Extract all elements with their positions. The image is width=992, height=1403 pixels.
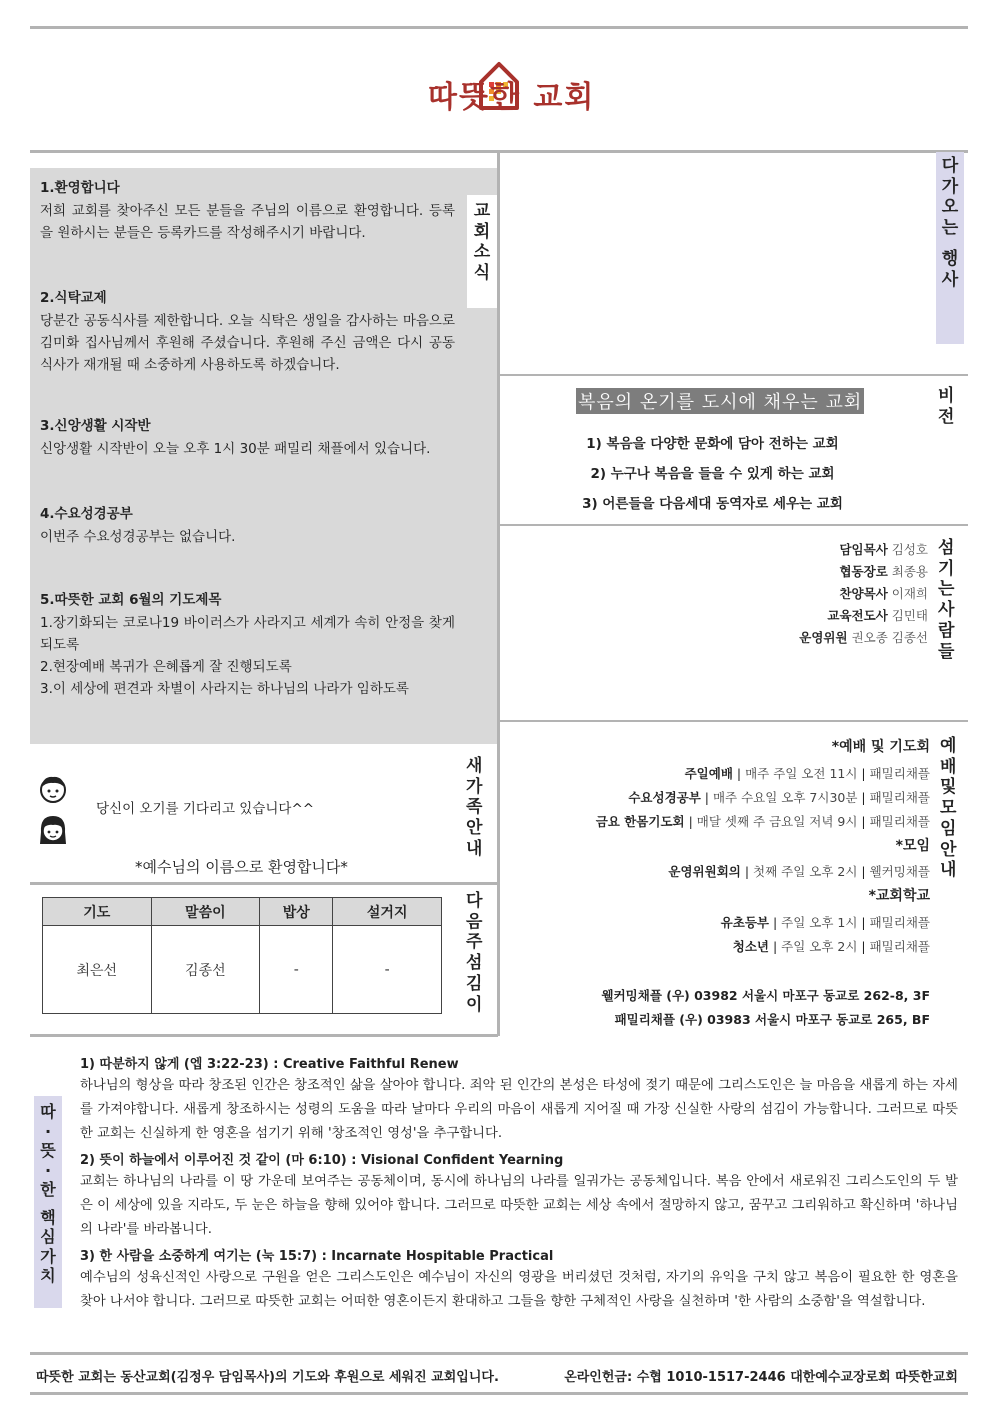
label-char: 사 — [938, 600, 955, 621]
label-char: · — [44, 1121, 52, 1141]
prayer-line: 2.현장예배 복귀가 은혜롭게 잘 진행되도록 — [40, 659, 292, 675]
table-header: 밥상 — [260, 898, 333, 926]
staff-role: 운영위원 — [799, 630, 848, 645]
worship-item: 수요성경공부 | 매주 수요일 오후 7시30분 | 패밀리채플 — [628, 790, 930, 805]
news-body: 이번주 수요성경공부는 없습니다. — [40, 529, 236, 545]
core-values-label — [34, 1096, 62, 1308]
page-title: 따뜻한 교회 — [428, 80, 596, 115]
label-char: 행 — [941, 248, 959, 269]
staff-member — [839, 562, 928, 580]
label-char: 한 — [40, 1180, 56, 1200]
staff-member — [839, 584, 928, 602]
worship-name: 운영위원회의 — [668, 864, 741, 879]
worship-section-title: *모임 — [895, 838, 930, 854]
staff-member — [827, 606, 928, 624]
staff-label — [938, 538, 954, 662]
label-char: 안 — [940, 839, 957, 860]
table-cell: 김종선 — [151, 926, 260, 1014]
label-char: 뜻 — [40, 1141, 56, 1161]
worship-place: 패밀리채플 — [869, 814, 930, 829]
news-item — [40, 502, 455, 548]
label-char: 예 — [940, 736, 957, 756]
left-bottom-rule — [30, 1034, 498, 1037]
worship-time: 첫째 주일 오후 2시 — [753, 864, 858, 879]
core-value-body: 예수님의 성육신적인 사랑으로 구원을 얻은 그리스도인은 예수님이 자신의 영광을 버리셨던 것처럼, 자기의 유익을 구치 않고 복음이 필요한 한 영혼을 찾아 나서야 합니다. 그러므로 따뜻한 교회는 어떠한 영혼이든지 환대하고 그들을 향한 구체적인 사랑을 실천하며 '한 사람의 소중함'을 역설합니다. — [80, 1270, 958, 1309]
news-label — [467, 195, 497, 308]
news-body: 당분간 공동식사를 제한합니다. 오늘 식탁은 생일을 감사하는 마음으로 김미화 집사님께서 후원해 주셨습니다. 후원해 주신 금액은 다시 공동식사가 재개될 때 소중하게 사용하도록 하겠습니다. — [40, 313, 455, 373]
worship-name: 금요 한몸기도회 — [595, 814, 685, 829]
worship-item: 금요 한몸기도회 | 매달 셋째 주 금요일 저녁 9시 | 패밀리채플 — [595, 814, 930, 829]
label-char: 가 — [941, 176, 959, 197]
label-char: 기 — [938, 558, 955, 579]
news-heading: 1.환영합니다 — [40, 180, 120, 196]
table-header: 설거지 — [333, 898, 442, 926]
label-char: 식 — [473, 263, 491, 284]
boy-face-icon — [38, 772, 68, 806]
label-char: 핵 — [40, 1207, 56, 1227]
worship-item: 주일예배 | 매주 주일 오전 11시 | 패밀리채플 — [684, 766, 930, 781]
vision-line: 2) 누구나 복음을 들을 수 있게 하는 교회 — [590, 466, 835, 482]
staff-role: 협동장로 — [839, 564, 888, 579]
label-char: 섬 — [938, 538, 955, 558]
label-char: 가 — [466, 776, 483, 797]
label-char: · — [44, 1160, 52, 1180]
table-cell: - — [333, 926, 442, 1014]
vision-label — [938, 386, 954, 427]
label-char: 심 — [40, 1227, 56, 1247]
label-char: 음 — [466, 911, 483, 932]
table-cell: - — [260, 926, 333, 1014]
core-value-body: 교회는 하나님의 나라를 이 땅 가운데 보여주는 공동체이며, 동시에 하나님의 나라를 일궈가는 공동체입니다. 복음 안에서 새로워진 그리스도인의 두 발은 이 세상에 있을 지라도, 두 눈은 하늘을 향해 있어야 합니다. 그러므로 따뜻한 교회는 세상 속에서 절망하지 않고, 꿈꾸고 그리워하고 확신하며 '하나님의 나라'를 바라봅니다. — [80, 1174, 958, 1237]
staff-member — [799, 628, 928, 646]
address-line: 패밀리채플 (우) 03983 서울시 마포구 동교로 265, BF — [614, 1012, 930, 1027]
column-divider — [497, 152, 500, 1036]
label-char: 따 — [40, 1102, 56, 1121]
worship-time: 매주 수요일 오후 7시30분 — [712, 790, 858, 805]
news-heading: 4.수요성경공부 — [40, 506, 133, 522]
staff-name: 최종용 — [891, 564, 928, 579]
news-item — [40, 176, 455, 244]
next-week-table — [42, 897, 442, 1014]
worship-name: 청소년 — [732, 939, 769, 954]
worship-name: 수요성경공부 — [628, 790, 701, 805]
news-item — [40, 588, 455, 700]
label-char: 임 — [940, 818, 957, 839]
worship-label — [940, 736, 956, 881]
label-char: 전 — [938, 406, 955, 427]
family-welcome: *예수님의 이름으로 환영합니다* — [135, 858, 348, 876]
news-body: 저희 교회를 찾아주신 모든 분들을 주님의 이름으로 환영합니다. 등록을 원하시는 분들은 등록카드를 작성해주시기 바랍니다. — [40, 203, 455, 241]
label-char: 안 — [466, 818, 483, 839]
footer-offering: 온라인헌금: 수협 1010-1517-2446 대한예수교장로회 따뜻한교회 — [564, 1370, 958, 1385]
staff-name: 김민태 — [891, 608, 928, 623]
table-header: 기도 — [43, 898, 152, 926]
label-char: 배 — [940, 756, 957, 777]
label-char: 는 — [938, 579, 955, 600]
worship-item: 유초등부 | 주일 오후 1시 | 패밀리채플 — [720, 915, 930, 930]
label-char: 이 — [466, 994, 483, 1015]
core-value-heading: 2) 뜻이 하늘에서 이루어진 것 같이 (마 6:10) : Visional Confident Yearning — [80, 1153, 564, 1168]
label-char: 주 — [466, 932, 483, 953]
family-rule — [30, 882, 498, 885]
upcoming-events-label — [936, 152, 964, 344]
label-char: 오 — [941, 197, 959, 218]
worship-section-title: *예배 및 기도회 — [831, 739, 930, 755]
table-cell: 최은선 — [43, 926, 152, 1014]
label-char: 족 — [466, 797, 483, 818]
vision-rule — [500, 374, 968, 376]
table-header-row — [43, 898, 442, 926]
vision-title: 복음의 온기를 도시에 채우는 교회 — [576, 388, 864, 414]
address-line: 웰커밍채플 (우) 03982 서울시 마포구 동교로 262-8, 3F — [601, 988, 930, 1003]
staff-name: 이재희 — [891, 586, 928, 601]
worship-section-title: *교회학교 — [868, 888, 930, 904]
news-panel — [30, 168, 497, 744]
label-char: 교 — [473, 201, 491, 221]
staff-name: 김성호 — [891, 542, 928, 557]
worship-time: 주일 오후 1시 — [781, 915, 858, 930]
label-char: 사 — [941, 269, 959, 290]
worship-name: 유초등부 — [720, 915, 769, 930]
worship-rule — [500, 720, 968, 722]
next-week-label — [466, 891, 482, 1015]
label-char: 회 — [473, 221, 491, 242]
core-value-heading: 3) 한 사람을 소중하게 여기는 (눅 15:7) : Incarnate Hospitable Practical — [80, 1249, 554, 1264]
vision-line: 1) 복음을 다양한 문화에 담아 전하는 교회 — [586, 436, 839, 452]
label-char: 치 — [40, 1266, 56, 1286]
label-char: 다 — [941, 156, 959, 176]
new-family-label — [466, 756, 482, 860]
worship-place: 패밀리채플 — [869, 915, 930, 930]
table-header: 말씀이 — [151, 898, 260, 926]
label-char: 비 — [938, 386, 955, 406]
top-rule — [30, 26, 968, 29]
worship-place: 패밀리채플 — [869, 766, 930, 781]
family-message: 당신이 오기를 기다리고 있습니다^^ — [96, 801, 315, 817]
prayer-line: 3.이 세상에 편견과 차별이 사라지는 하나님의 나라가 임하도록 — [40, 681, 409, 697]
staff-rule — [500, 524, 968, 526]
label-char: 는 — [941, 218, 959, 239]
label-char: 및 — [940, 777, 957, 798]
worship-place: 웰커밍채플 — [869, 864, 930, 879]
footer-sponsor: 따뜻한 교회는 동산교회(김정우 담임목사)의 기도와 후원으로 세워진 교회입니다. — [36, 1370, 499, 1385]
staff-member — [839, 540, 928, 558]
worship-place: 패밀리채플 — [869, 790, 930, 805]
news-heading: 2.식탁교제 — [40, 290, 107, 306]
news-heading: 3.신앙생활 시작반 — [40, 418, 151, 434]
label-char: 김 — [466, 973, 483, 994]
worship-place: 패밀리채플 — [869, 939, 930, 954]
news-item — [40, 286, 455, 376]
bottom-rule — [30, 1392, 968, 1395]
vision-line: 3) 어른들을 다음세대 동역자로 세우는 교회 — [582, 496, 843, 512]
core-bottom-rule — [30, 1352, 968, 1355]
label-char: 소 — [473, 242, 491, 263]
label-char: 가 — [40, 1246, 56, 1266]
staff-role: 교육전도사 — [827, 608, 888, 623]
staff-role: 담임목사 — [839, 542, 888, 557]
label-char: 들 — [938, 641, 955, 662]
news-heading: 5.따뜻한 교회 6월의 기도제목 — [40, 592, 222, 608]
label-char: 새 — [466, 756, 483, 776]
label-char: 내 — [466, 838, 483, 859]
prayer-line: 1.장기화되는 코로나19 바이러스가 사라지고 세계가 속히 안정을 찾게 되도록 — [40, 615, 455, 653]
label-char: 람 — [938, 620, 955, 641]
news-item — [40, 414, 455, 460]
worship-item: 청소년 | 주일 오후 2시 | 패밀리채플 — [732, 939, 930, 954]
label-char: 모 — [940, 798, 957, 819]
label-char: 다 — [466, 891, 483, 911]
girl-face-icon — [38, 812, 68, 848]
table-row — [43, 926, 442, 1014]
worship-time: 주일 오후 2시 — [781, 939, 858, 954]
worship-time: 매주 주일 오전 11시 — [745, 766, 858, 781]
staff-name: 권오종 김종선 — [851, 630, 928, 645]
worship-name: 주일예배 — [684, 766, 733, 781]
core-value-heading: 1) 따분하지 않게 (엡 3:22-23) : Creative Faithful Renew — [80, 1057, 459, 1072]
news-body: 신앙생활 시작반이 오늘 오후 1시 30분 패밀리 채플에서 있습니다. — [40, 441, 431, 457]
core-value-body: 하나님의 형상을 따라 창조된 인간은 창조적인 삶을 살아야 합니다. 죄악 된 인간의 본성은 타성에 젖기 때문에 그리스도인은 늘 마음을 새롭게 하는 자세를 가져야합니다. 새롭게 창조하시는 성령의 도움을 따라 날마다 우리의 마음이 새롭게 지어질 때 가장 신실한 사랑의 섬김이 가능합니다. 그러므로 따뜻한 교회는 신실하게 한 영혼을 섬기기 위해 '창조적인 영성'을 추구합니다. — [80, 1078, 958, 1141]
label-char: 내 — [940, 860, 957, 881]
staff-role: 찬양목사 — [839, 586, 888, 601]
worship-item: 운영위원회의 | 첫째 주일 오후 2시 | 웰커밍채플 — [668, 864, 930, 879]
label-char: 섬 — [466, 953, 483, 974]
worship-time: 매달 셋째 주 금요일 저녁 9시 — [696, 814, 858, 829]
